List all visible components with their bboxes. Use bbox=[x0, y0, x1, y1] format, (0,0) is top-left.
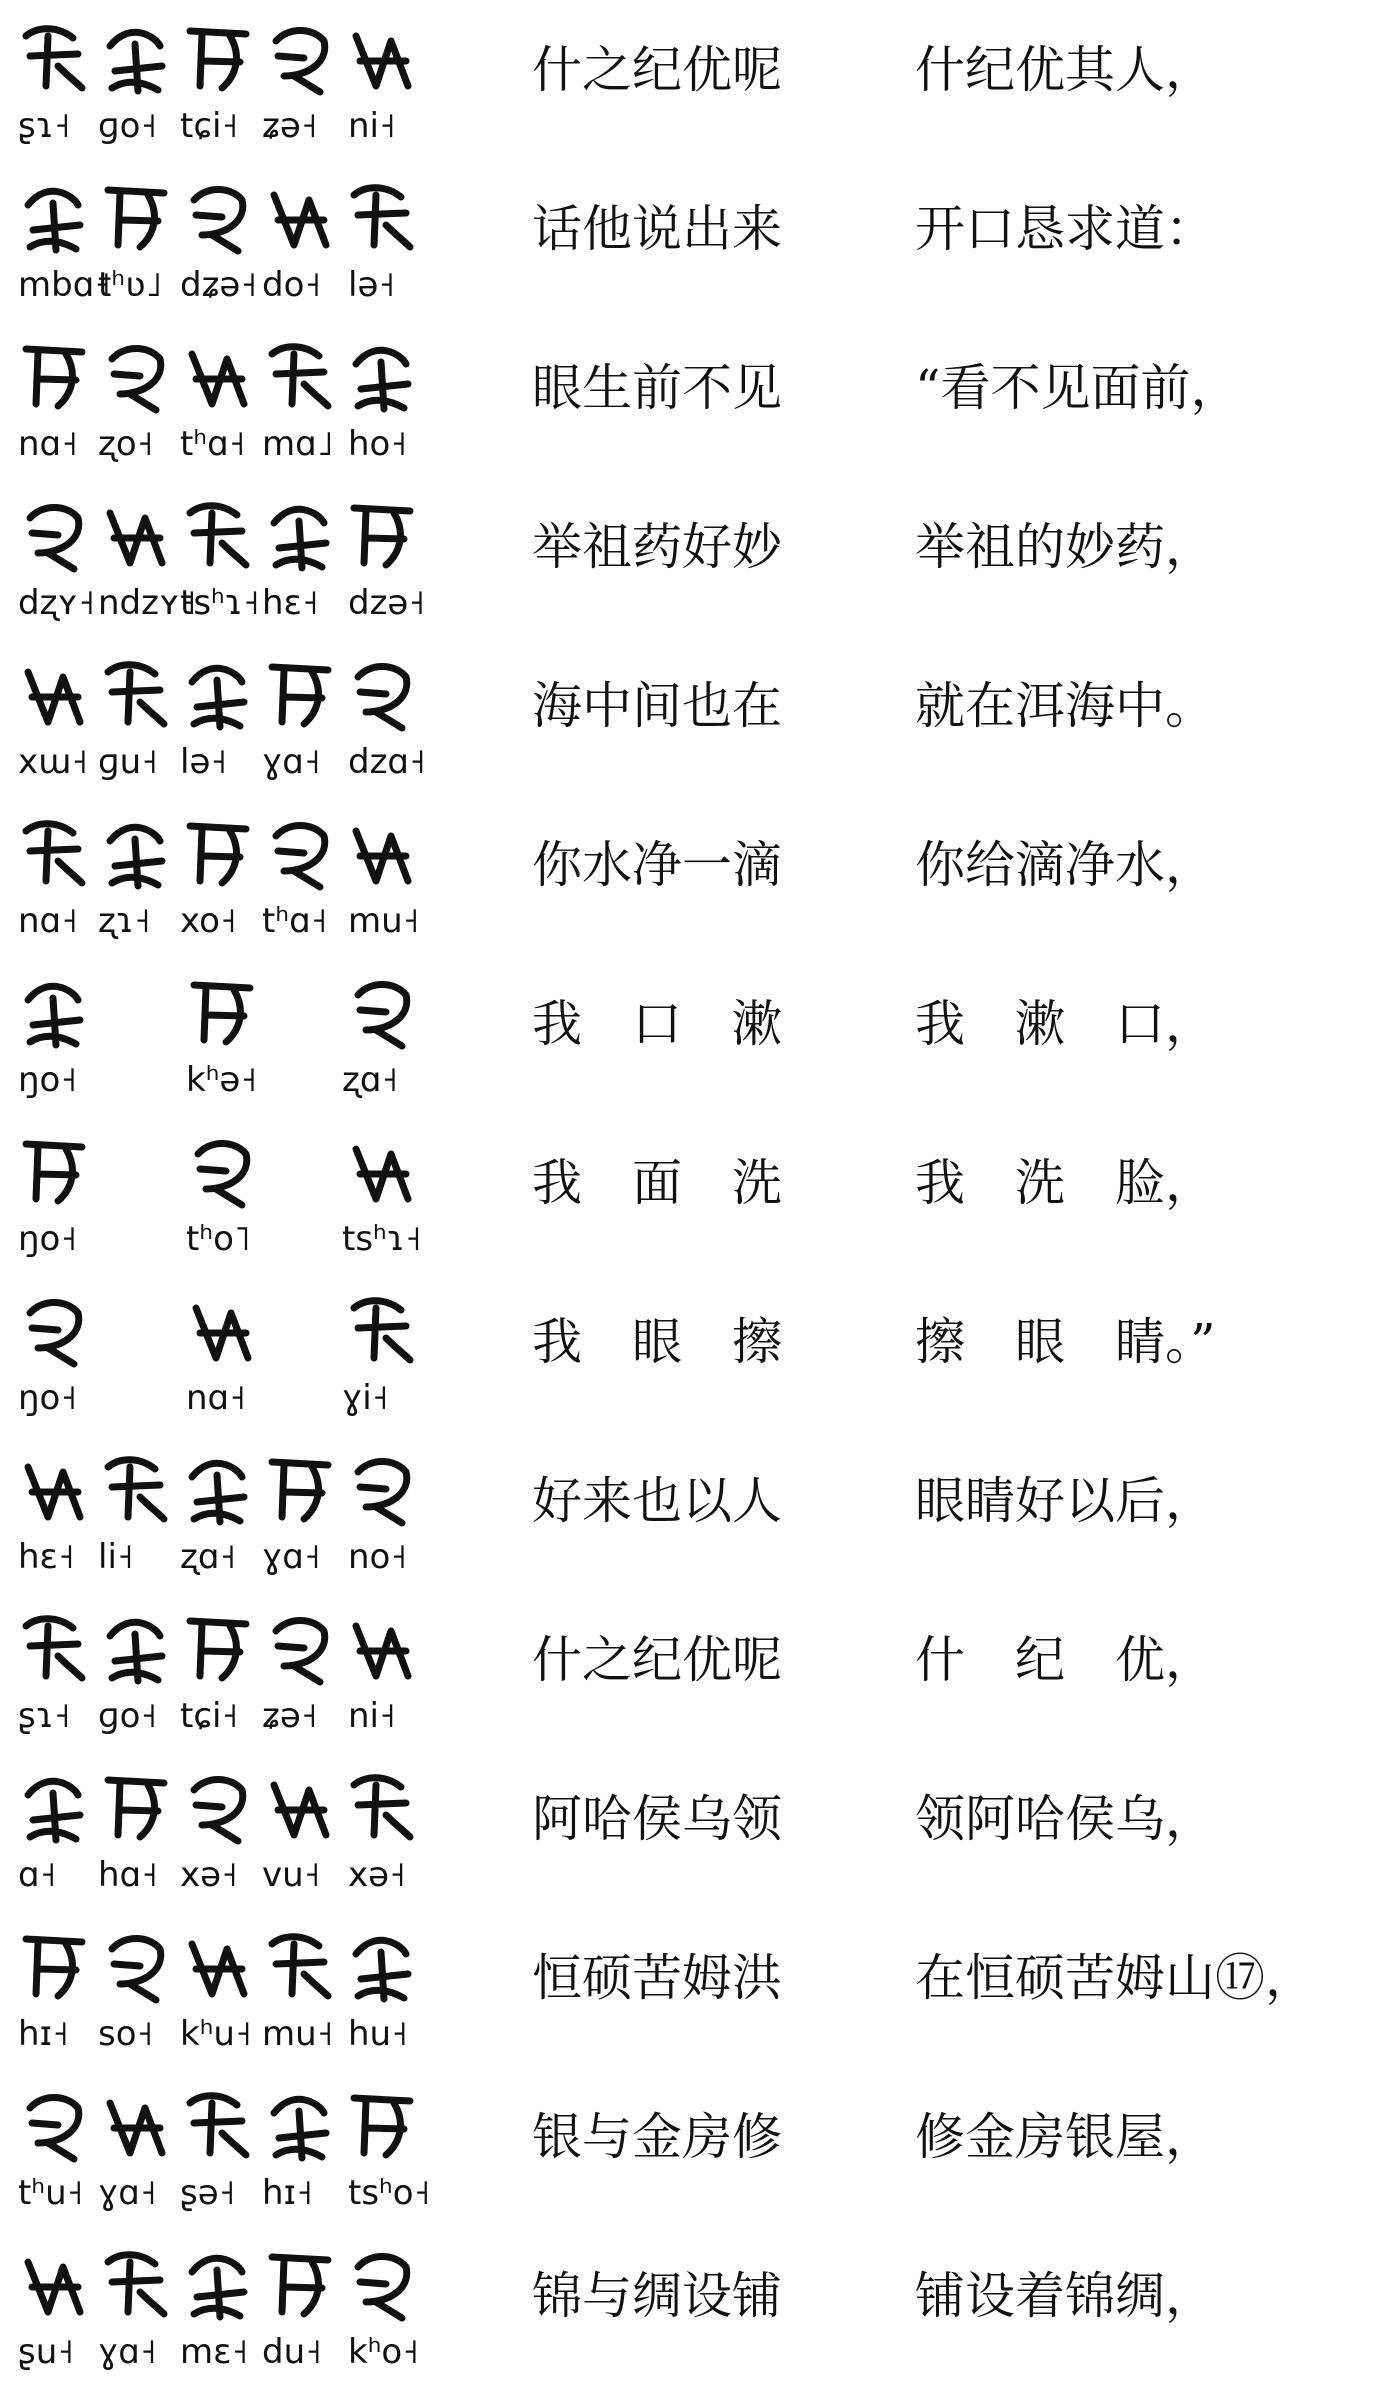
phonetic-token: tʰu˧ bbox=[18, 2173, 84, 2213]
glyph-group bbox=[18, 1437, 428, 1529]
glyph-group bbox=[18, 165, 428, 257]
script-glyph-icon bbox=[100, 493, 172, 573]
phonetic-token: lə˧ bbox=[180, 742, 228, 782]
script-glyph-icon bbox=[18, 493, 90, 573]
glyph-group bbox=[18, 1119, 428, 1211]
phonetic-token: ɡo˧ bbox=[98, 1696, 158, 1736]
script-glyph-icon bbox=[186, 1129, 258, 1209]
script-glyph-icon bbox=[182, 1606, 254, 1686]
footnote-marker: ⑰， bbox=[1215, 1949, 1315, 2007]
free-translation bbox=[915, 1779, 1375, 1859]
free-translation bbox=[915, 666, 1375, 746]
script-glyph-icon bbox=[264, 811, 336, 891]
phonetic-line bbox=[18, 1847, 428, 1903]
script-line bbox=[18, 2232, 428, 2382]
phonetic-token: nɑ˧ bbox=[18, 424, 78, 464]
script-glyph-icon bbox=[100, 2083, 172, 2163]
phonetic-token: hɑ˧ bbox=[98, 1855, 158, 1895]
phonetic-token: xɯ˧ bbox=[18, 742, 89, 782]
script-glyph-icon bbox=[100, 2242, 172, 2322]
phonetic-token: ɑ˧ bbox=[18, 1855, 57, 1895]
phonetic-token: tɕi˧ bbox=[180, 106, 239, 146]
script-glyph-icon bbox=[346, 175, 418, 255]
script-glyph-icon bbox=[346, 811, 418, 891]
glyph-group bbox=[18, 1596, 428, 1688]
phonetic-token: tsʰo˧ bbox=[348, 2173, 431, 2213]
script-glyph-icon bbox=[346, 1765, 418, 1845]
phonetic-line bbox=[18, 1211, 428, 1267]
phonetic-token: ʐɑ˧ bbox=[342, 1060, 399, 1100]
translation-text: 在恒硕苦姆山 bbox=[915, 1949, 1215, 2007]
script-glyph-icon bbox=[18, 1765, 90, 1845]
script-glyph-icon bbox=[100, 334, 172, 414]
phonetic-token: ni˧ bbox=[348, 106, 396, 146]
script-glyph-icon bbox=[18, 334, 90, 414]
script-line bbox=[18, 960, 428, 1110]
script-glyph-icon bbox=[100, 652, 172, 732]
phonetic-token: tɕi˧ bbox=[180, 1696, 239, 1736]
script-glyph-icon bbox=[346, 970, 418, 1050]
script-glyph-icon bbox=[346, 334, 418, 414]
verse-row bbox=[0, 0, 1385, 159]
script-glyph-icon bbox=[186, 1288, 258, 1368]
free-translation bbox=[915, 189, 1375, 269]
script-glyph-icon bbox=[346, 1288, 418, 1368]
glyph-group bbox=[18, 1755, 428, 1847]
phonetic-line bbox=[18, 575, 428, 631]
phonetic-token: mbɑ˧ bbox=[18, 265, 112, 305]
phonetic-token: mu˧ bbox=[348, 901, 420, 941]
script-glyph-icon bbox=[18, 1606, 90, 1686]
script-glyph-icon bbox=[346, 1606, 418, 1686]
verse-row bbox=[0, 318, 1385, 477]
phonetic-token: ɣɑ˧ bbox=[98, 2173, 157, 2213]
phonetic-token: mu˧ bbox=[262, 2014, 334, 2054]
free-translation bbox=[915, 1620, 1375, 1700]
phonetic-token: dʑə˧ bbox=[180, 265, 258, 305]
phonetic-token: ɣɑ˧ bbox=[98, 2332, 157, 2372]
phonetic-token: so˧ bbox=[98, 2014, 154, 2054]
script-glyph-icon bbox=[346, 2242, 418, 2322]
glyph-group bbox=[18, 801, 428, 893]
phonetic-token: ŋo˧ bbox=[18, 1219, 78, 1259]
translation-text: 开口恳求道： bbox=[915, 200, 1215, 258]
phonetic-line bbox=[18, 1370, 428, 1426]
script-line bbox=[18, 801, 428, 951]
phonetic-token: ho˧ bbox=[348, 424, 408, 464]
phonetic-token: ni˧ bbox=[348, 1696, 396, 1736]
script-line bbox=[18, 2073, 431, 2223]
translation-text: 擦 眼 睛。” bbox=[915, 1313, 1216, 1371]
phonetic-token: ʐo˧ bbox=[98, 424, 154, 464]
script-glyph-icon bbox=[346, 652, 418, 732]
phonetic-token: ʑə˧ bbox=[262, 1696, 318, 1736]
free-translation bbox=[915, 825, 1375, 905]
verse-row bbox=[0, 636, 1385, 795]
script-glyph-icon bbox=[18, 1129, 90, 1209]
script-glyph-icon bbox=[100, 175, 172, 255]
script-glyph-icon bbox=[182, 811, 254, 891]
phonetic-token: ɣɑ˧ bbox=[262, 742, 321, 782]
phonetic-token: kʰu˧ bbox=[180, 2014, 252, 2054]
word-gloss: 阿哈侯乌领 bbox=[532, 1790, 782, 1848]
free-translation bbox=[915, 507, 1375, 587]
translation-text: “看不见面前， bbox=[915, 359, 1241, 417]
phonetic-token: xə˧ bbox=[180, 1855, 238, 1895]
verse-row bbox=[0, 2067, 1385, 2226]
word-gloss: 好来也以人 bbox=[532, 1472, 782, 1530]
script-line bbox=[18, 324, 428, 474]
phonetic-line bbox=[18, 2165, 431, 2221]
phonetic-line bbox=[18, 2324, 428, 2380]
word-gloss: 眼生前不见 bbox=[532, 359, 782, 417]
phonetic-token: hɪ˧ bbox=[262, 2173, 313, 2213]
phonetic-token: tsʰɿ˧ bbox=[342, 1219, 422, 1259]
script-glyph-icon bbox=[182, 1765, 254, 1845]
phonetic-token: tʰɑ˧ bbox=[180, 424, 246, 464]
free-translation bbox=[915, 2256, 1375, 2336]
word-gloss: 什之纪优呢 bbox=[532, 1631, 782, 1689]
phonetic-line bbox=[18, 98, 428, 154]
word-gloss: 海中间也在 bbox=[532, 677, 782, 735]
phonetic-line bbox=[18, 1688, 428, 1744]
glyph-group bbox=[18, 483, 428, 575]
script-glyph-icon bbox=[18, 175, 90, 255]
phonetic-token: tsʰɿ˧ bbox=[180, 583, 260, 623]
phonetic-line bbox=[18, 416, 428, 472]
script-glyph-icon bbox=[182, 2242, 254, 2322]
script-line bbox=[18, 1914, 428, 2064]
script-line bbox=[18, 6, 428, 156]
translation-text: 你给滴净水， bbox=[915, 836, 1215, 894]
translation-text: 我 漱 口， bbox=[915, 995, 1215, 1053]
script-glyph-icon bbox=[18, 1288, 90, 1368]
script-glyph-icon bbox=[264, 1765, 336, 1845]
script-line bbox=[18, 483, 428, 633]
phonetic-token: ʂɿ˧ bbox=[18, 1696, 71, 1736]
phonetic-token: ŋo˧ bbox=[18, 1060, 78, 1100]
phonetic-token: ɣi˧ bbox=[342, 1378, 389, 1418]
verse-row bbox=[0, 1272, 1385, 1431]
translation-text: 举祖的妙药， bbox=[915, 518, 1215, 576]
free-translation bbox=[915, 1302, 1375, 1382]
free-translation bbox=[915, 1461, 1375, 1541]
phonetic-line bbox=[18, 734, 428, 790]
phonetic-token: nɑ˧ bbox=[186, 1378, 246, 1418]
script-glyph-icon bbox=[18, 811, 90, 891]
phonetic-token: xə˧ bbox=[348, 1855, 406, 1895]
phonetic-token: ʐɑ˧ bbox=[180, 1537, 237, 1577]
glyph-group bbox=[18, 1914, 428, 2006]
script-glyph-icon bbox=[346, 2083, 418, 2163]
translation-text: 就在洱海中。 bbox=[915, 677, 1215, 735]
script-glyph-icon bbox=[346, 1924, 418, 2004]
translation-text: 我 洗 脸， bbox=[915, 1154, 1215, 1212]
phonetic-token: hu˧ bbox=[348, 2014, 408, 2054]
phonetic-token: nɑ˧ bbox=[18, 901, 78, 941]
script-glyph-icon bbox=[18, 652, 90, 732]
script-glyph-icon bbox=[182, 652, 254, 732]
phonetic-token: mɛ˧ bbox=[180, 2332, 249, 2372]
script-glyph-icon bbox=[18, 16, 90, 96]
phonetic-line bbox=[18, 1529, 428, 1585]
script-glyph-icon bbox=[264, 334, 336, 414]
phonetic-token: xo˧ bbox=[180, 901, 237, 941]
script-line bbox=[18, 1596, 428, 1746]
verse-row bbox=[0, 795, 1385, 954]
phonetic-token: ʂu˧ bbox=[18, 2332, 75, 2372]
phonetic-token: tʰo˥ bbox=[186, 1219, 251, 1259]
script-glyph-icon bbox=[346, 1129, 418, 1209]
script-glyph-icon bbox=[264, 493, 336, 573]
script-glyph-icon bbox=[264, 175, 336, 255]
verse-row bbox=[0, 477, 1385, 636]
script-glyph-icon bbox=[100, 1765, 172, 1845]
verse-row bbox=[0, 1908, 1385, 2067]
script-glyph-icon bbox=[100, 811, 172, 891]
script-glyph-icon bbox=[100, 1606, 172, 1686]
glyph-group bbox=[18, 642, 428, 734]
phonetic-token: ɡo˧ bbox=[98, 106, 158, 146]
word-gloss: 什之纪优呢 bbox=[532, 41, 782, 99]
free-translation bbox=[915, 30, 1375, 110]
phonetic-token: ɡu˧ bbox=[98, 742, 158, 782]
verse-row bbox=[0, 1590, 1385, 1749]
glyph-group bbox=[18, 2232, 428, 2324]
script-glyph-icon bbox=[18, 970, 90, 1050]
script-glyph-icon bbox=[18, 2083, 90, 2163]
script-glyph-icon bbox=[264, 1447, 336, 1527]
script-glyph-icon bbox=[346, 493, 418, 573]
phonetic-token: hɛ˧ bbox=[18, 1537, 75, 1577]
phonetic-token: dʐʏ˧ bbox=[18, 583, 95, 623]
verse-row bbox=[0, 159, 1385, 318]
phonetic-token: hɪ˧ bbox=[18, 2014, 69, 2054]
free-translation bbox=[915, 348, 1375, 428]
script-glyph-icon bbox=[100, 1447, 172, 1527]
phonetic-token: ndzʏ˧ bbox=[98, 583, 197, 623]
phonetic-token: no˧ bbox=[348, 1537, 408, 1577]
word-gloss: 举祖药好妙 bbox=[532, 518, 782, 576]
word-gloss: 银与金房修 bbox=[532, 2108, 782, 2166]
phonetic-token: mɑ˩ bbox=[262, 424, 334, 464]
translation-text: 领阿哈侯乌， bbox=[915, 1790, 1215, 1848]
phonetic-token: li˧ bbox=[98, 1537, 134, 1577]
script-glyph-icon bbox=[264, 1606, 336, 1686]
phonetic-token: ʂə˧ bbox=[180, 2173, 236, 2213]
script-line bbox=[18, 165, 428, 315]
glyph-group bbox=[18, 2073, 428, 2165]
phonetic-line bbox=[18, 1052, 428, 1108]
script-glyph-icon bbox=[264, 2083, 336, 2163]
free-translation bbox=[915, 1143, 1375, 1223]
phonetic-token: lə˧ bbox=[348, 265, 396, 305]
script-line bbox=[18, 1278, 428, 1428]
script-glyph-icon bbox=[182, 1447, 254, 1527]
translation-text: 什纪优其人， bbox=[915, 41, 1215, 99]
script-glyph-icon bbox=[182, 2083, 254, 2163]
phonetic-token: ŋo˧ bbox=[18, 1378, 78, 1418]
translation-text: 眼睛好以后， bbox=[915, 1472, 1215, 1530]
phonetic-token: ʐɿ˧ bbox=[98, 901, 151, 941]
word-gloss: 我 眼 擦 bbox=[532, 1313, 782, 1371]
phonetic-line bbox=[18, 893, 428, 949]
verse-row bbox=[0, 2226, 1385, 2385]
phonetic-token: tʰɑ˧ bbox=[262, 901, 328, 941]
phonetic-token: tʰʋ˩ bbox=[98, 265, 163, 305]
glyph-group bbox=[18, 960, 428, 1052]
glyph-group bbox=[18, 6, 428, 98]
translation-text: 铺设着锦绸， bbox=[915, 2267, 1215, 2325]
script-glyph-icon bbox=[182, 1924, 254, 2004]
verse-row bbox=[0, 1749, 1385, 1908]
phonetic-token: hɛ˧ bbox=[262, 583, 319, 623]
phonetic-token: kʰo˧ bbox=[348, 2332, 420, 2372]
script-line bbox=[18, 642, 428, 792]
verse-row bbox=[0, 1113, 1385, 1272]
phonetic-token: dzɑ˧ bbox=[348, 742, 426, 782]
script-glyph-icon bbox=[18, 2242, 90, 2322]
script-glyph-icon bbox=[264, 2242, 336, 2322]
script-line bbox=[18, 1119, 428, 1269]
phonetic-token: ʂɿ˧ bbox=[18, 106, 71, 146]
word-gloss: 我 面 洗 bbox=[532, 1154, 782, 1212]
free-translation bbox=[915, 1938, 1375, 2018]
phonetic-token: dzə˧ bbox=[348, 583, 426, 623]
phonetic-token: do˧ bbox=[262, 265, 322, 305]
translation-text: 什 纪 优， bbox=[915, 1631, 1215, 1689]
script-glyph-icon bbox=[264, 1924, 336, 2004]
phonetic-token: ʑə˧ bbox=[262, 106, 318, 146]
script-glyph-icon bbox=[100, 16, 172, 96]
script-glyph-icon bbox=[346, 16, 418, 96]
word-gloss: 锦与绸设铺 bbox=[532, 2267, 782, 2325]
free-translation bbox=[915, 984, 1375, 1064]
script-glyph-icon bbox=[264, 16, 336, 96]
script-glyph-icon bbox=[182, 334, 254, 414]
phonetic-token: ɣɑ˧ bbox=[262, 1537, 321, 1577]
word-gloss: 恒硕苦姆洪 bbox=[532, 1949, 782, 2007]
script-glyph-icon bbox=[182, 175, 254, 255]
word-gloss: 我 口 漱 bbox=[532, 995, 782, 1053]
script-glyph-icon bbox=[18, 1924, 90, 2004]
script-glyph-icon bbox=[264, 652, 336, 732]
script-glyph-icon bbox=[18, 1447, 90, 1527]
phonetic-token: vu˧ bbox=[262, 1855, 321, 1895]
script-glyph-icon bbox=[182, 493, 254, 573]
script-glyph-icon bbox=[346, 1447, 418, 1527]
script-glyph-icon bbox=[186, 970, 258, 1050]
glyph-group bbox=[18, 1278, 428, 1370]
translation-text: 修金房银屋， bbox=[915, 2108, 1215, 2166]
word-gloss: 话他说出来 bbox=[532, 200, 782, 258]
phonetic-line bbox=[18, 257, 428, 313]
glyph-group bbox=[18, 324, 428, 416]
script-line bbox=[18, 1755, 428, 1905]
script-line bbox=[18, 1437, 428, 1587]
verse-row bbox=[0, 1431, 1385, 1590]
verse-row bbox=[0, 954, 1385, 1113]
script-glyph-icon bbox=[182, 16, 254, 96]
script-glyph-icon bbox=[100, 1924, 172, 2004]
free-translation bbox=[915, 2097, 1375, 2177]
word-gloss: 你水净一滴 bbox=[532, 836, 782, 894]
phonetic-token: kʰə˧ bbox=[186, 1060, 258, 1100]
phonetic-line bbox=[18, 2006, 428, 2062]
phonetic-token: du˧ bbox=[262, 2332, 322, 2372]
